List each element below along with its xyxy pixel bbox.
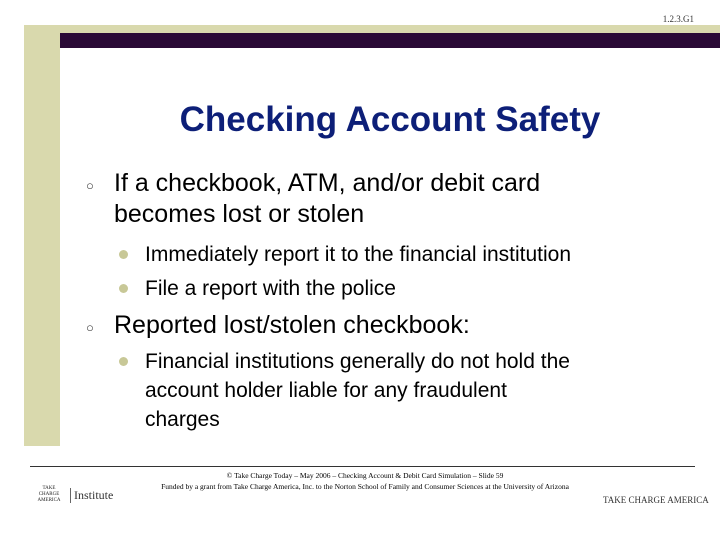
slide-title: Checking Account Safety (179, 100, 601, 139)
footer-copyright: © Take Charge Today – May 2006 – Checking Account & Debit Card Simulation – Slide 59 (226, 471, 504, 480)
sub-bullet-text-line: charges (145, 408, 220, 431)
sub-bullet-text-line: Financial institutions generally do not hold the (145, 350, 570, 373)
bullet-marker-icon: ○ (86, 320, 94, 335)
slide-number: 1.2.3.G1 (662, 14, 694, 24)
bullet-text-line: If a checkbook, ATM, and/or debit card (114, 169, 541, 197)
sub-bullet-dot-icon (119, 284, 128, 293)
footer-funding: Funded by a grant from Take Charge America, Inc. to the Norton School of Family and Consumer Sciences at the University of Arizona (161, 482, 569, 491)
bullet-text-line: becomes lost or stolen (114, 200, 365, 228)
bullet-text: Reported lost/stolen checkbook: (114, 311, 470, 339)
institute-name: Institute (70, 488, 113, 503)
institute-seal: TAKE CHARGE AMERICA (37, 486, 61, 503)
bullet-marker-icon: ○ (86, 178, 94, 193)
sub-bullet-text: Immediately report it to the financial institution (145, 243, 572, 266)
sub-bullet-text-line: account holder liable for any fraudulent (145, 379, 507, 402)
sub-bullet-dot-icon (119, 357, 128, 366)
footer-divider (30, 466, 695, 467)
bullet-text (114, 168, 540, 230)
sub-bullet-text: File a report with the police (145, 277, 396, 300)
sub-bullet-dot-icon (119, 250, 128, 259)
brand-name: TAKE CHARGE AMERICA (603, 495, 709, 505)
sub-bullet-text (145, 347, 570, 434)
institute-logo (32, 480, 120, 510)
take-charge-america-logo (600, 490, 709, 510)
